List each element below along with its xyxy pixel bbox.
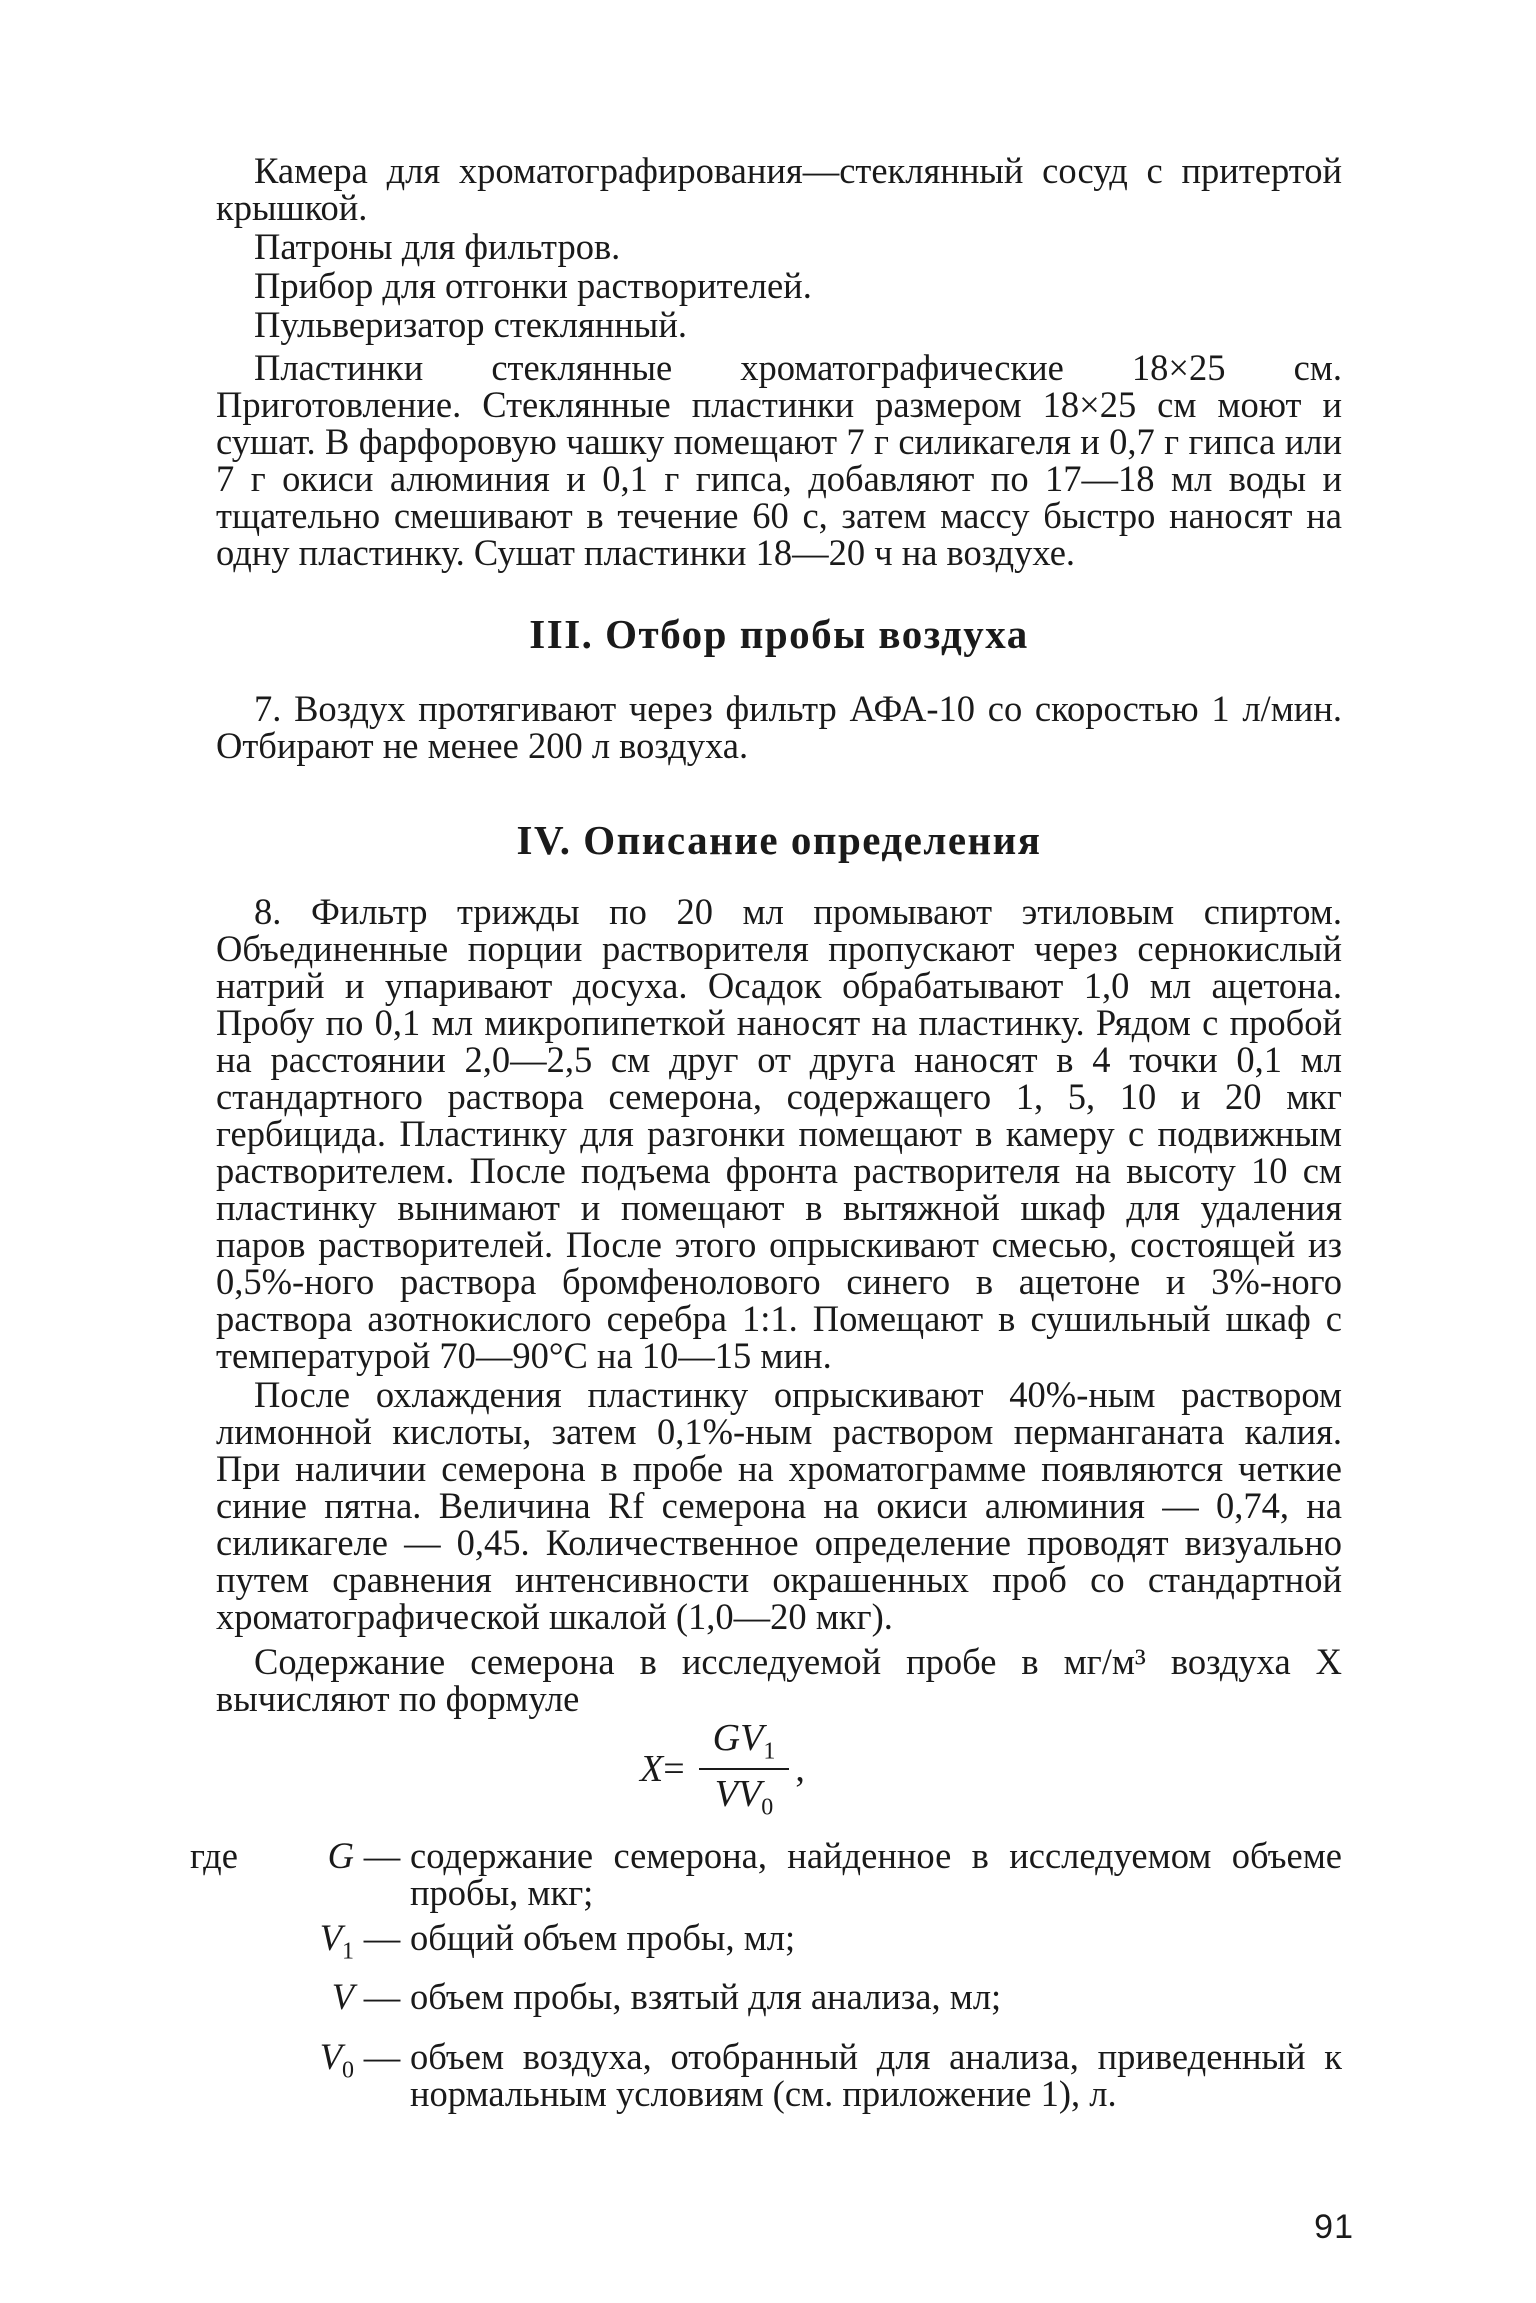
section-4-body [216,893,1342,1717]
section-4 [216,818,1342,862]
paragraph-7: 7. Воздух протягивают через фильтр АФА-10 со скоростью 1 л/мин. Отбирают не менее 200 л воздуха. [216,688,1342,766]
paragraph-after-cooling: После охлаждения пластинку опрыскивают 40%-ным раствором лимонной кислоты, затем 0,1%-ным раствором перманганата калия. При наличии семерона в пробе на хроматограмме появляются четкие синие пятна. Величина Rf семерона на окиси алюминия — 0,74, на силикагеле — 0,45. Количественное определение проводят визуально путем сравнения интенсивности окрашенных проб со стандартной хроматографической шкалой (1,0—20 мкг). [216,1374,1342,1637]
definition-row [190,1919,1342,1970]
definition-row [190,1978,1342,2029]
definition-row [190,2035,1342,2114]
formula-lhs: X [640,1747,664,1790]
paragraph-distillation-device: Прибор для отгонки растворителей. [254,265,812,306]
formula [640,1716,805,1821]
section-3 [216,612,1342,656]
page-number: 91 [1314,2208,1354,2246]
formula-denominator: $VV_0$ [714,1772,774,1821]
equipment-list [216,152,1342,571]
definition-text: объем пробы, взятый для анализа, мл; [410,1976,1002,2018]
paragraph-chamber: Камера для хроматографирования—стеклянный сосуд с притертой крышкой. [216,150,1342,228]
section-3-heading: III. Отбор пробы воздуха [529,611,1029,657]
section-4-heading: IV. Описание определения [516,817,1042,863]
paragraph-plates-preparation: Пластинки стеклянные хроматографические 18×25 см. Приготовление. Стеклянные пластинки размером 18×25 см моют и сушат. В фарфоровую чашку помещают 7 г силикагеля и 0,7 г гипса или 7 г окиси алюминия и 0,1 г гипса, добавляют по 17—18 мл воды и тщательно смешивают в течение 60 с, затем массу быстро наносят на одну пластинку. Сушат пластинки 18—20 ч на воздухе. [216,347,1342,573]
section-3-body [216,690,1342,764]
definition-text: общий объем пробы, мл; [410,1917,796,1958]
definition-text: объем воздуха, отобранный для анализа, приведенный к нормальным условиям (см. приложение 1), л. [410,2035,1342,2114]
definition-symbol: V [331,1976,354,2018]
paragraph-filter-cartridges: Патроны для фильтров. [254,226,621,267]
definition-row [190,1837,1342,1911]
definition-dash: — [363,2035,401,2077]
definition-symbol: $V_0$ [319,2035,354,2083]
definition-symbol: G [327,1835,354,1876]
formula-fraction [699,1716,790,1821]
definition-dash: — [363,1976,401,2018]
paragraph-8: 8. Фильтр трижды по 20 мл промывают этиловым спиртом. Объединенные порции растворителя пропускают через сернокислый натрий и упаривают досуха. Осадок обрабатывают 1,0 мл ацетона. Пробу по 0,1 мл микропипеткой наносят на пластинку. Рядом с пробой на расстоянии 2,0—2,5 см друг от друга наносят в 4 точки 0,1 мл стандартного раствора семерона, содержащего 1, 5, 10 и 20 мкг гербицида. Пластинку для разгонки помещают в камеру с подвижным растворителем. После подъема фронта растворителя на высоту 10 см пластинку вынимают и помещают в вытяжной шкаф для удаления паров растворителей. После этого опрыскивают смесью, состоящей из 0,5%-ного раствора бромфенолового синего в ацетоне и 3%-ного раствора азотнокислого серебра 1:1. Помещают в сушильный шкаф с температурой 70—90°С на 10—15 мин. [216,891,1342,1376]
formula-equals: = [663,1747,685,1790]
formula-comma: , [795,1747,805,1790]
definition-dash: — [363,1835,401,1876]
where-label: где [190,1835,238,1876]
definition-dash: — [363,1917,401,1958]
definition-text: содержание семерона, найденное в исследуемом объеме пробы, мкг; [410,1835,1342,1913]
definition-symbol: $V_1$ [319,1917,354,1965]
variable-definitions [190,1837,1342,2120]
paragraph-sprayer: Пульверизатор стеклянный. [254,304,687,345]
formula-numerator: $GV_1$ [699,1716,790,1770]
paragraph-formula-intro: Содержание семерона в исследуемой пробе в мг/м³ воздуха X вычисляют по формуле [216,1641,1342,1719]
